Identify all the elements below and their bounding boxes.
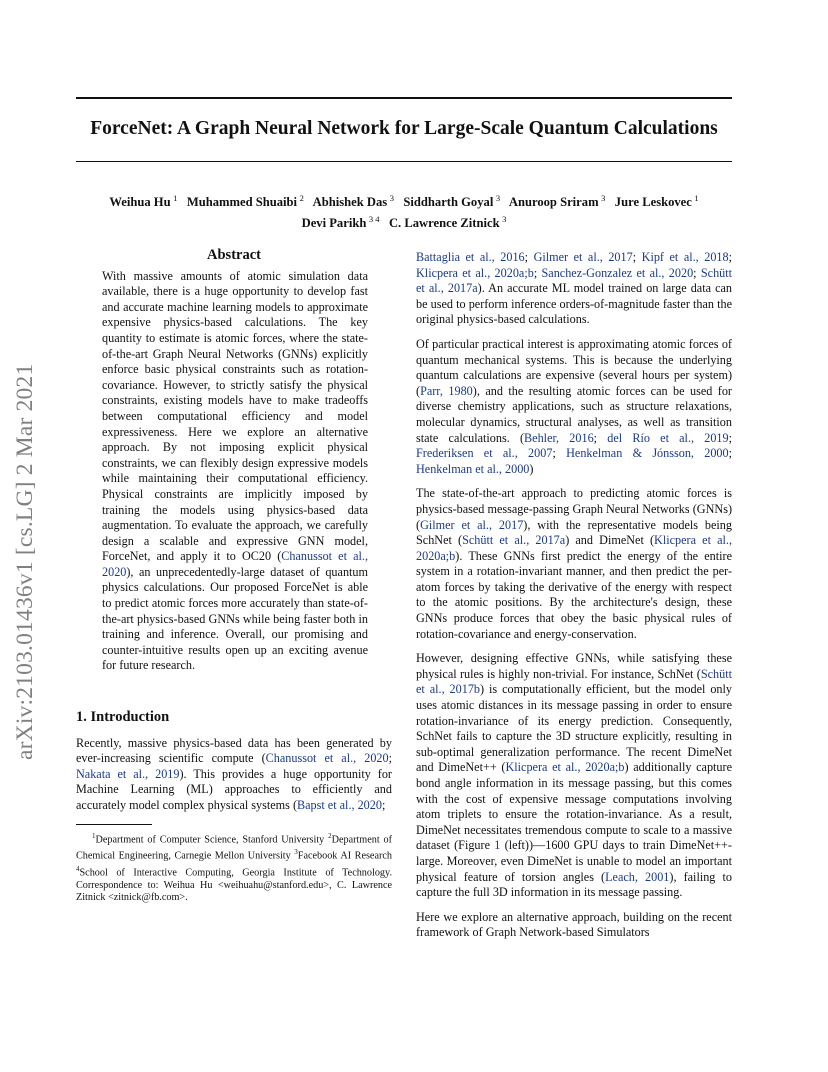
citation-link[interactable]: Leach, 2001 (605, 869, 670, 884)
author (313, 195, 394, 209)
citation-link[interactable]: Bapst et al., 2020 (297, 798, 382, 812)
author (109, 195, 177, 209)
author (403, 195, 500, 209)
author-name: Siddharth Goyal (403, 195, 494, 210)
text-run: With massive amounts of atomic simulation data available, there is a huge opportunity to develop fast and accurate machine learning models to approximate expensive physics-based calculations. The key quantity to estimate is atomic forces, where the state-of-the-art Graph Neural Networks (GNNs) explicitly enforce basic physical constraints such as rotation-covariance. However, to strictly satisfy the physical constraints, existing models have to make tradeoffs between computational efficiency and model expressiveness. Here we explore an alternative approach. By not imposing explicit physical constraints, we can flexibly design expressive models while maintaining their computational efficiency. Physical constraints are implicitly imposed by training the models using physics-based data augmentation. To evaluate the approach, we carefully design a scalable and expressive GNN model, ForceNet, and apply it to OC20 ( (102, 268, 368, 564)
author-name: Abhishek Das (312, 195, 388, 210)
author-name: C. Lawrence Zitnick (388, 216, 500, 231)
text-run: The state-of-the-art approach to predicting atomic forces is physics-based message-passing Graph Neural Networks (GNNs) ( (416, 486, 732, 532)
intro-paragraph (76, 736, 392, 814)
text-run: ; (728, 250, 733, 264)
citation-link[interactable]: Henkelman & Jónsson, 2000 (566, 446, 729, 461)
section-heading-introduction: 1. Introduction (76, 709, 170, 726)
text-run: (left))—1600 GPU days to train DimeNet++-large. Moreover, even DimeNet is unable to model an important physical feature of torsion angles ( (416, 838, 732, 884)
author-name: Jure Leskovec (614, 195, 692, 210)
intro-paragraph (416, 337, 732, 477)
abstract-text (102, 269, 368, 674)
citation-link[interactable]: Frederiksen et al., 2007 (416, 446, 553, 461)
text-run: Facebook AI Research (297, 850, 392, 862)
intro-paragraph (416, 486, 732, 642)
text-run: Department of Computer Science, Stanford University (95, 833, 329, 845)
text-run: ). An accurate ML model trained on large data can be used to perform inference orders-of-magnitude faster than the original physics-based calculations. (416, 281, 732, 327)
citation-link[interactable]: del Río et al., 2019 (607, 430, 729, 445)
author-affiliation: 1 (173, 193, 178, 203)
text-run: ; (552, 446, 567, 461)
citation-link[interactable]: Schütt et al., 2017a (416, 265, 733, 296)
author-affiliation: 3 4 (368, 214, 380, 225)
intro-paragraph (416, 250, 732, 328)
text-run: ) and DimeNet ( (565, 533, 655, 548)
text-run: School of Interactive Computing, Georgia Institute of Technology. Correspondence to: Weihua Hu <weihuahu@stanford.edu>, C. Lawrence Zitnick <zitnick@fb.com>. (76, 867, 392, 904)
author (302, 216, 380, 230)
affiliation-marker: 3 (294, 848, 298, 857)
text-run: ; (728, 430, 733, 445)
author-name: Anuroop Sriram (508, 195, 599, 210)
author (187, 195, 304, 209)
citation-link[interactable]: Kipf et al., 2018 (641, 250, 729, 264)
citation-link[interactable]: Gilmer et al., 2017 (420, 517, 524, 532)
text-run: ) (529, 461, 534, 476)
author-affiliation: 3 (502, 214, 507, 225)
citation-link[interactable]: Schütt et al., 2017b (416, 666, 732, 697)
text-run: However, designing effective GNNs, while satisfying these physical rules is highly non-trivial. For instance, SchNet ( (416, 651, 732, 681)
citation-link[interactable]: Klicpera et al., 2020a;b (416, 533, 732, 563)
citation-link[interactable]: Henkelman et al., 2000 (416, 461, 530, 476)
text-run: ; (381, 798, 386, 812)
right-column (416, 250, 732, 950)
author-affiliation: 2 (299, 193, 304, 203)
author-name: Devi Parikh (301, 216, 367, 231)
author-list (76, 190, 732, 232)
text-run: ) additionally capture bond angle information in its message passing, but this comes with the cost of expensive message computations involving atom triplets to ensure the rotation-invariance. As a result, DimeNet necessitates tremendous compute to scale to a massive dataset (Figure (416, 760, 732, 853)
citation-link[interactable]: Sanchez-Gonzalez et al., 2020 (541, 265, 694, 280)
text-run: ). This provides a huge opportunity for Machine Learning (ML) approaches to efficiently and accurately model complex physical systems ( (76, 766, 392, 812)
author-affiliation: 1 (694, 193, 699, 203)
intro-paragraph (416, 651, 732, 901)
text-run: ) is computationally efficient, but the model only uses atomic distances in its message passing in order to ensure rotation-invariance of its energy prediction. Consequently, SchNet fails to capture the 3D structure explicitly, resulting in sub-optimal generalization performance. The recent DimeNet and DimeNet++ ( (416, 682, 732, 775)
text-run: ; (593, 430, 608, 445)
affiliation-marker: 1 (92, 831, 96, 840)
title-rule-bottom (76, 161, 732, 162)
author-affiliation: 3 (601, 193, 606, 203)
text-run: ; (524, 250, 534, 264)
left-column (76, 248, 392, 905)
text-run: Department of Chemical Engineering, Carnegie Mellon University (76, 833, 392, 862)
text-run: ; (693, 265, 701, 280)
text-run: ; (728, 446, 733, 461)
affiliation-marker: 2 (328, 831, 332, 840)
citation-link[interactable]: Chanussot et al., 2020 (102, 549, 368, 579)
author-affiliation: 3 (389, 193, 394, 203)
text-run: Recently, massive physics-based data has been generated by ever-increasing scientific compute ( (76, 735, 392, 766)
text-run: Of particular practical interest is approximating atomic forces of quantum mechanical systems. This is because the underlying quantum calculations are expensive (several hours per system) ( (416, 336, 732, 398)
author (509, 195, 605, 209)
affiliation-marker: 4 (76, 865, 80, 874)
footnote-rule (76, 824, 152, 825)
text-run: Here we explore an alternative approach, building on the recent framework of Graph Network-based Simulators (416, 909, 732, 940)
intro-paragraph (416, 910, 732, 941)
citation-link[interactable]: 1 (494, 838, 501, 853)
text-run: ), failing to capture the full 3D information in its message passing. (416, 869, 732, 900)
text-run: ). These GNNs first predict the energy of the entire system in a rotation-invariant manner, and then predict the per-atom forces by taking the derivative of the energy with respect to the atomic positions. By the architecture's design, these GNNs produce forces that obey the basic physical rules of rotation-covariance and energy-conservation. (416, 548, 732, 641)
citation-link[interactable]: Parr, 1980 (420, 383, 473, 398)
citation-link[interactable]: Schütt et al., 2017a (462, 533, 566, 548)
title-rule-top (76, 97, 732, 99)
abstract-heading: Abstract (207, 247, 261, 263)
text-run: ; (533, 265, 542, 280)
text-run: ), and the resulting atomic forces can be used for diverse chemistry applications, such as structure relaxations, molecular dynamics, structural analyses, as well as transition state calculations. ( (416, 383, 732, 445)
text-run: ), an unprecedentedly-large dataset of quantum physics calculations. Our proposed ForceNet is able to predict atomic forces more accurately than state-of-the-art physics-based GNNs while being faster both in training and inference. Overall, our promising and counter-intuitive results open up an exciting avenue for future research. (102, 564, 368, 673)
citation-link[interactable]: Battaglia et al., 2016 (416, 250, 525, 264)
author-affiliation: 3 (495, 193, 501, 203)
citation-link[interactable]: Klicpera et al., 2020a;b (505, 760, 625, 775)
citation-link[interactable]: Gilmer et al., 2017 (533, 250, 633, 264)
text-run: ), with the representative models being SchNet ( (416, 517, 732, 548)
arxiv-stamp: arXiv:2103.01436v1 [cs.LG] 2 Mar 2021 (12, 363, 38, 760)
citation-link[interactable]: Klicpera et al., 2020a;b (416, 265, 534, 280)
author-name: Muhammed Shuaibi (186, 195, 298, 210)
text-run: ; (388, 751, 392, 766)
paper-title: ForceNet: A Graph Neural Network for Large-Scale Quantum Calculations (90, 118, 718, 139)
author-name: Weihua Hu (109, 195, 171, 210)
affiliation-footnote (76, 830, 392, 905)
author (389, 216, 506, 230)
citation-link[interactable]: Behler, 2016 (524, 430, 594, 445)
citation-link[interactable]: Nakata et al., 2019 (76, 766, 180, 781)
citation-link[interactable]: Chanussot et al., 2020 (265, 751, 389, 766)
author (615, 195, 699, 209)
text-run: ; (632, 250, 642, 264)
